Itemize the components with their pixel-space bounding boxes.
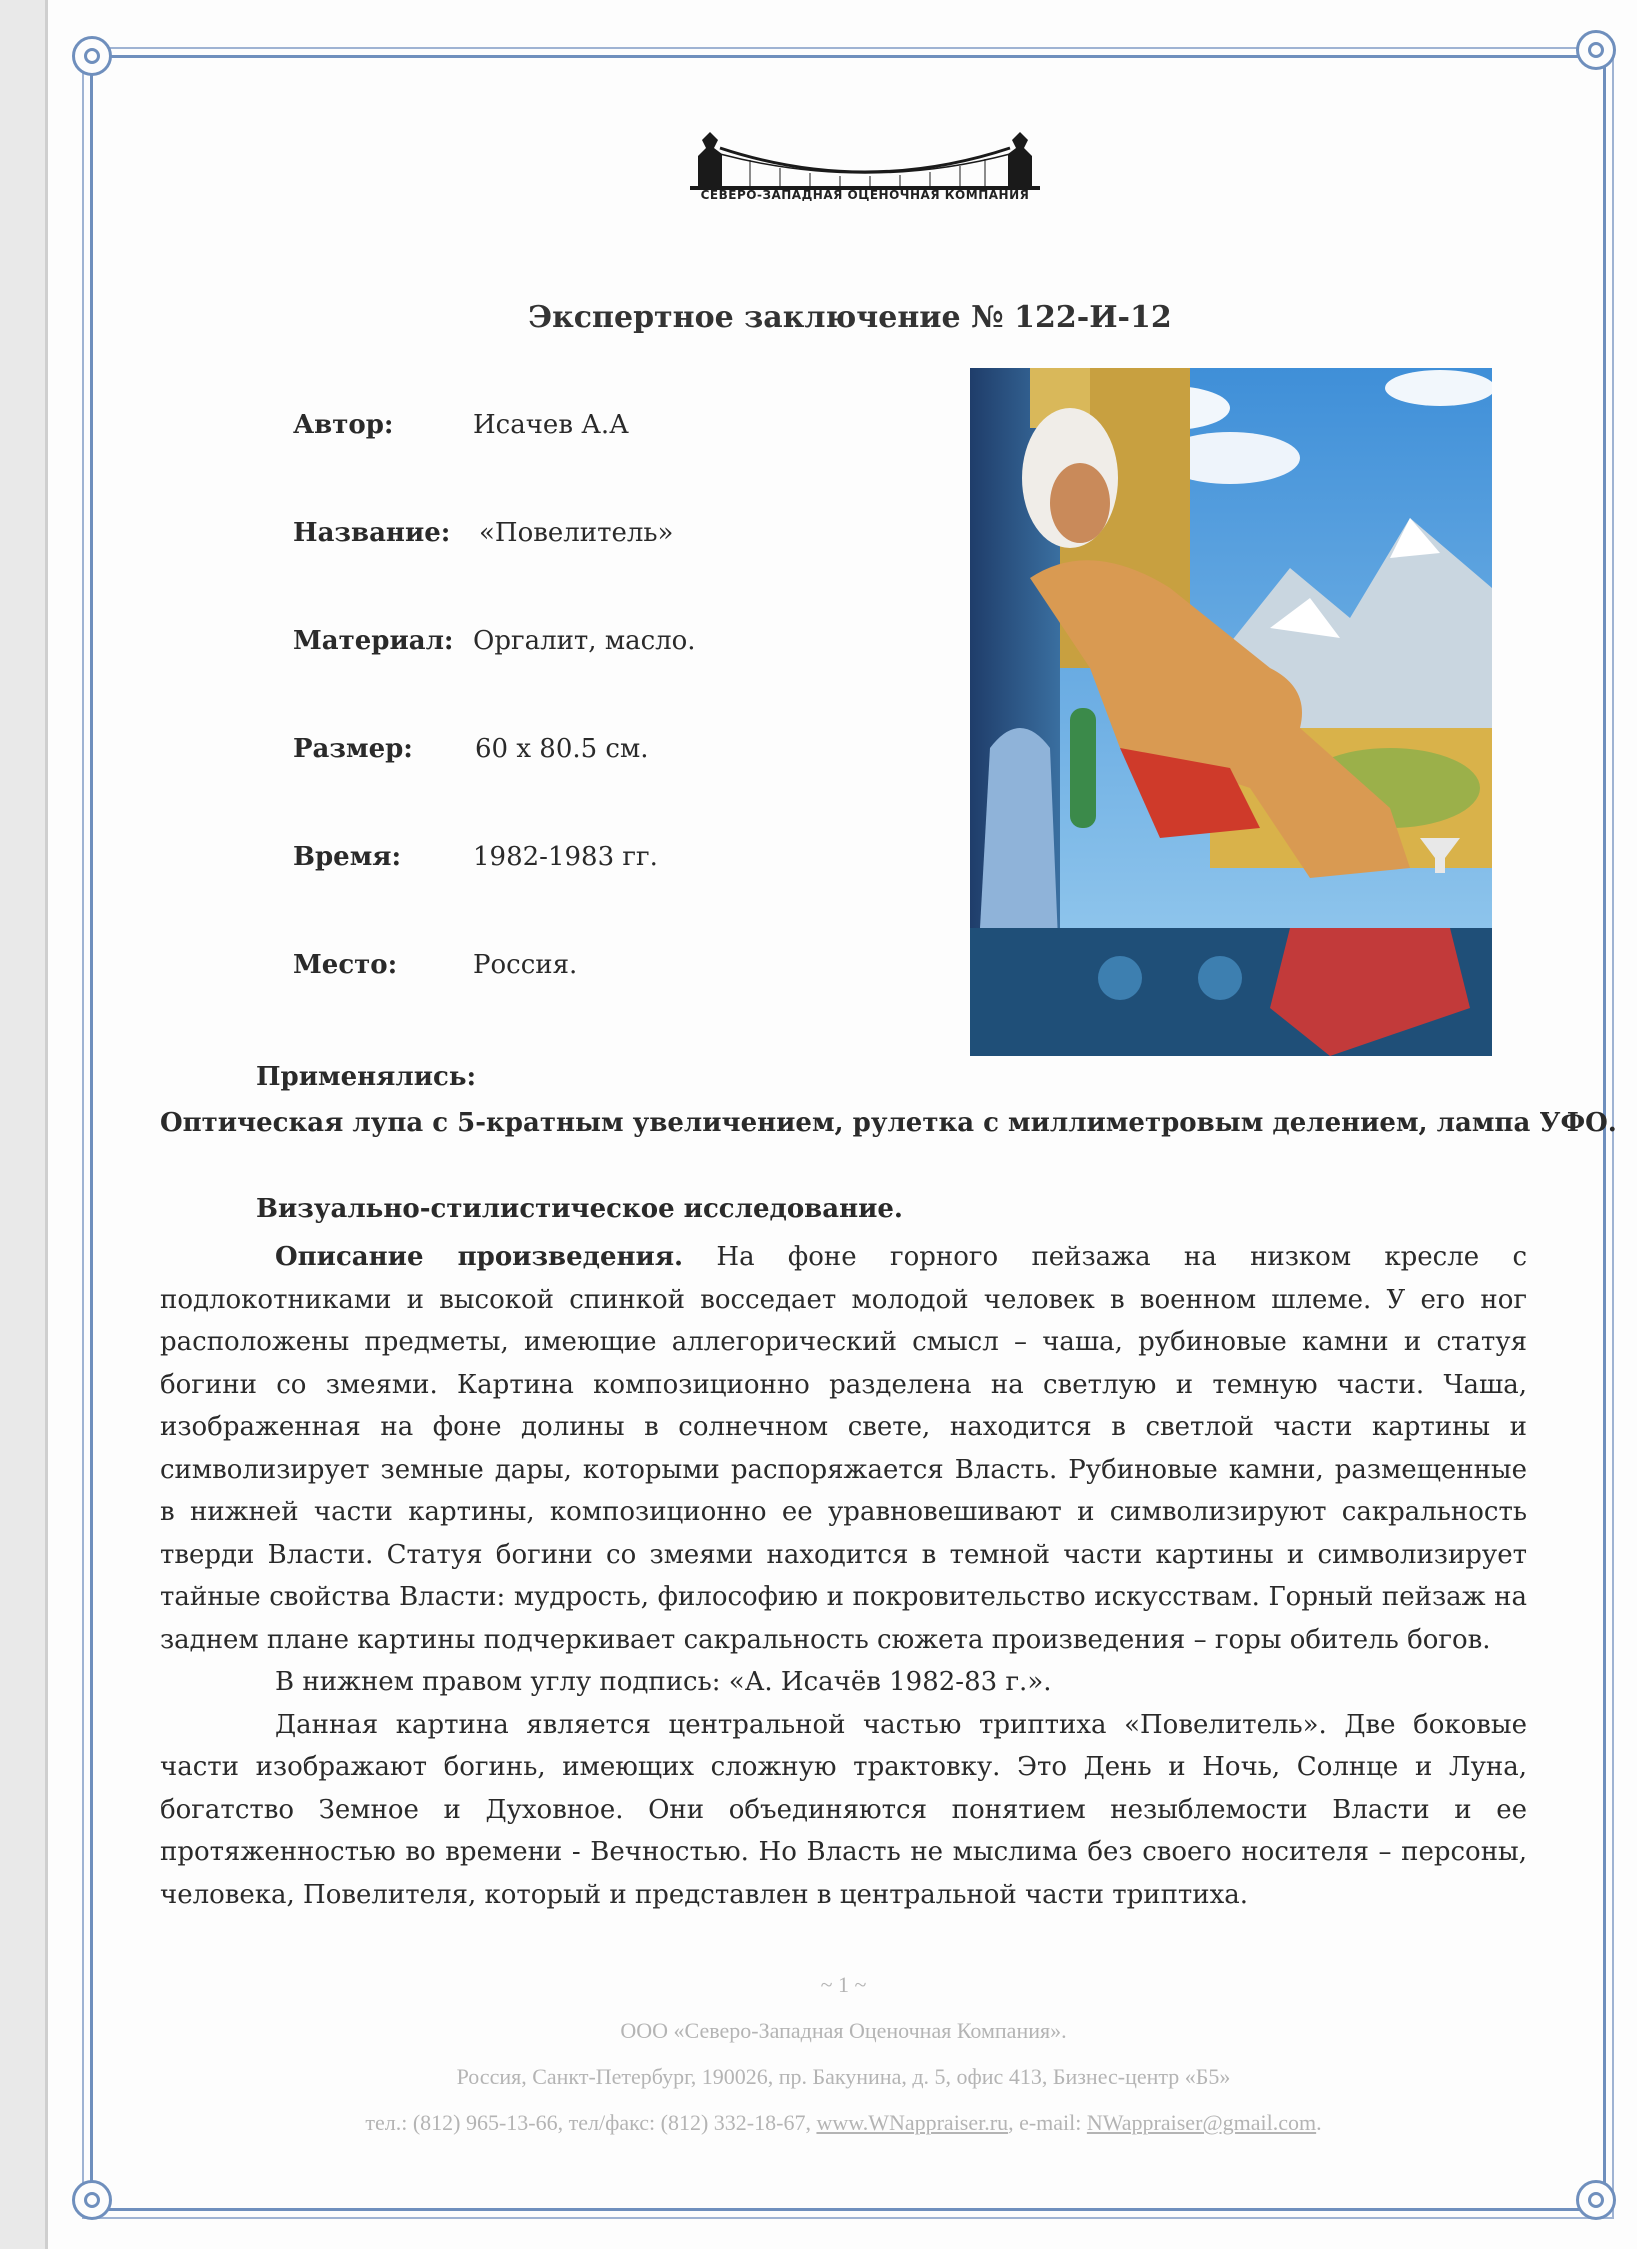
property-place [293,950,893,990]
property-label: Материал: [293,626,454,656]
property-size [293,734,893,774]
triptych-paragraph: Данная картина является центральной частью триптиха «Повелитель». Две боковые части изображают богинь, имеющих сложную трактовку. Это День и Ночь, Солнце и Луна, богатство Земное и Духовное. Они объединяются понятием незыблемости Власти и ее протяженностью во времени - Вечностью. Но Власть не мыслима без своего носителя – персоны, человека, Повелителя, который и представлен в центральной части триптиха. [160,1709,1527,1910]
property-value: 60 х 80.5 см. [475,734,649,764]
frame-corner-ornament [1576,30,1616,70]
property-author [293,410,893,450]
footer-company: ООО «Северо-Западная Оценочная Компания». [620,2018,1067,2043]
footer-email-link[interactable]: NWappraiser@gmail.com [1086,2110,1317,2135]
property-label: Автор: [293,410,394,440]
property-value: Исачев А.А [473,410,629,440]
scan-edge [0,0,48,2249]
property-value: «Повелитель» [479,518,674,548]
frame-corner-ornament [1576,2180,1616,2220]
property-value: 1982-1983 гг. [473,842,658,872]
footer-site-link[interactable]: www.WNappraiser.ru [816,2110,1009,2135]
frame-corner-ornament [72,2180,112,2220]
property-label: Место: [293,950,398,980]
property-label: Название: [293,518,451,548]
frame-corner-ornament [72,36,112,76]
description-body [160,1236,1527,1916]
document-title: Экспертное заключение № 122-И-12 [528,300,1172,335]
footer-email-prefix: , e-mail: [1008,2110,1087,2135]
footer-address: Россия, Санкт-Петербург, 190026, пр. Бакунина, д. 5, офис 413, Бизнес-центр «Б5» [456,2064,1231,2089]
page-number: ~ 1 ~ [820,1972,867,1997]
applied-heading: Применялись: [256,1062,477,1092]
visual-study-heading: Визуально-стилистическое исследование. [256,1194,903,1224]
footer-contacts-suffix: . [1316,2110,1322,2135]
description-paragraph [160,1236,1527,1661]
painting-image [970,368,1492,1056]
description-label: Описание произведения. [275,1242,684,1272]
property-title [293,518,893,558]
signature-paragraph: В нижнем правом углу подпись: «А. Исачёв 1982-83 г.». [275,1667,1052,1697]
property-value: Россия. [473,950,578,980]
footer-phones: тел.: (812) 965-13-66, тел/факс: (812) 332-18-67, [365,2110,817,2135]
property-label: Размер: [293,734,413,764]
property-value: Оргалит, масло. [473,626,696,656]
footer-contacts [160,2110,1527,2136]
applied-text: Оптическая лупа с 5-кратным увеличением, рулетка с миллиметровым делением, лампа УФО. [160,1108,1617,1138]
property-time [293,842,893,882]
property-label: Время: [293,842,402,872]
logo-caption: СЕВЕРО-ЗАПАДНАЯ ОЦЕНОЧНАЯ КОМПАНИЯ [700,188,1030,202]
property-material [293,626,893,666]
description-text: На фоне горного пейзажа на низком кресле с подлокотниками и высокой спинкой восседает молодой человек в военном шлеме. У его ног расположены предметы, имеющие аллегорический смысл – чаша, рубиновые камни и статуя богини со змеями. Картина композиционно разделена на светлую и темную части. Чаша, изображенная на фоне долины в солнечном свете, находится в светлой части картины и символизирует земные дары, которыми распоряжается Власть. Рубиновые камни, размещенные в нижней части картины, композиционно ее уравновешивают и символизируют сакральность тверди Власти. Статуя богини со змеями находится в темной части картины и символизирует тайные свойства Власти: мудрость, философию и покровительство искусствам. Горный пейзаж на заднем плане картины подчеркивает сакральность сюжета произведения – горы обитель богов. [160,1242,1528,1655]
